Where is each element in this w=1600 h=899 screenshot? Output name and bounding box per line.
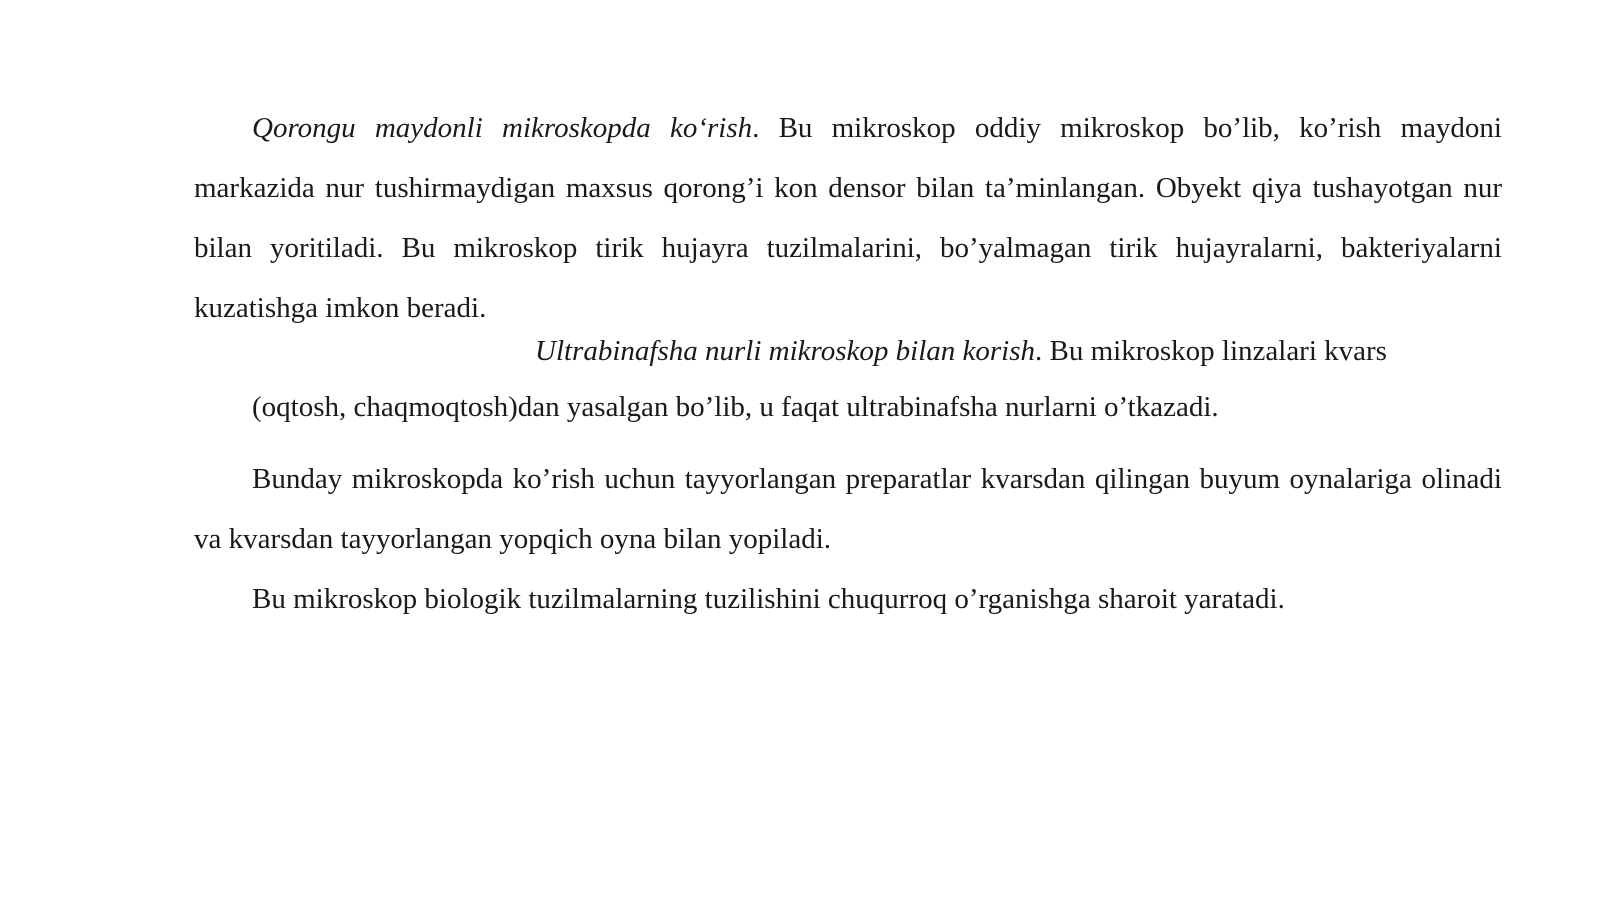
paragraph-dark-field	[194, 98, 1502, 338]
paragraph-preparation: Bunday mikroskopda ko’rish uchun tayyorlangan preparatlar kvarsdan qilingan buyum oynalariga olinadi va kvarsdan tayyorlangan yopqich oyna bilan yopiladi.	[194, 463, 1502, 555]
ultraviolet-line1-text: . Bu mikroskop linzalari kvars	[1035, 335, 1387, 367]
dark-field-title-separator: .	[752, 112, 760, 144]
dark-field-text: Bu mikroskop oddiy mikroskop bo’lib, ko’rish maydoni markazida nur tushirmaydigan maxsus qorong’i kon densor bilan ta’minlangan. Obyekt qiya tushayotgan nur bilan yoritiladi. Bu mikroskop tirik hujayra tuzilmalarini, bo’yalmagan tirik hujayralarni, bakteriyalarni kuzatishga imkon beradi.	[194, 112, 1502, 324]
ultraviolet-title: Ultrabinafsha nurli mikroskop bilan korish	[535, 335, 1035, 367]
paragraph-ultraviolet-line1	[535, 330, 1387, 372]
paragraph-conclusion: Bu mikroskop biologik tuzilmalarning tuzilishini chuqurroq o’rganishga sharoit yaratadi.	[252, 583, 1285, 615]
dark-field-title: Qorongu maydonli mikroskopda ko‘rish	[252, 112, 753, 144]
paragraph-ultraviolet-line2: (oqtosh, chaqmoqtosh)dan yasalgan bo’lib, u faqat ultrabinafsha nurlarni o’tkazadi.	[252, 391, 1219, 423]
